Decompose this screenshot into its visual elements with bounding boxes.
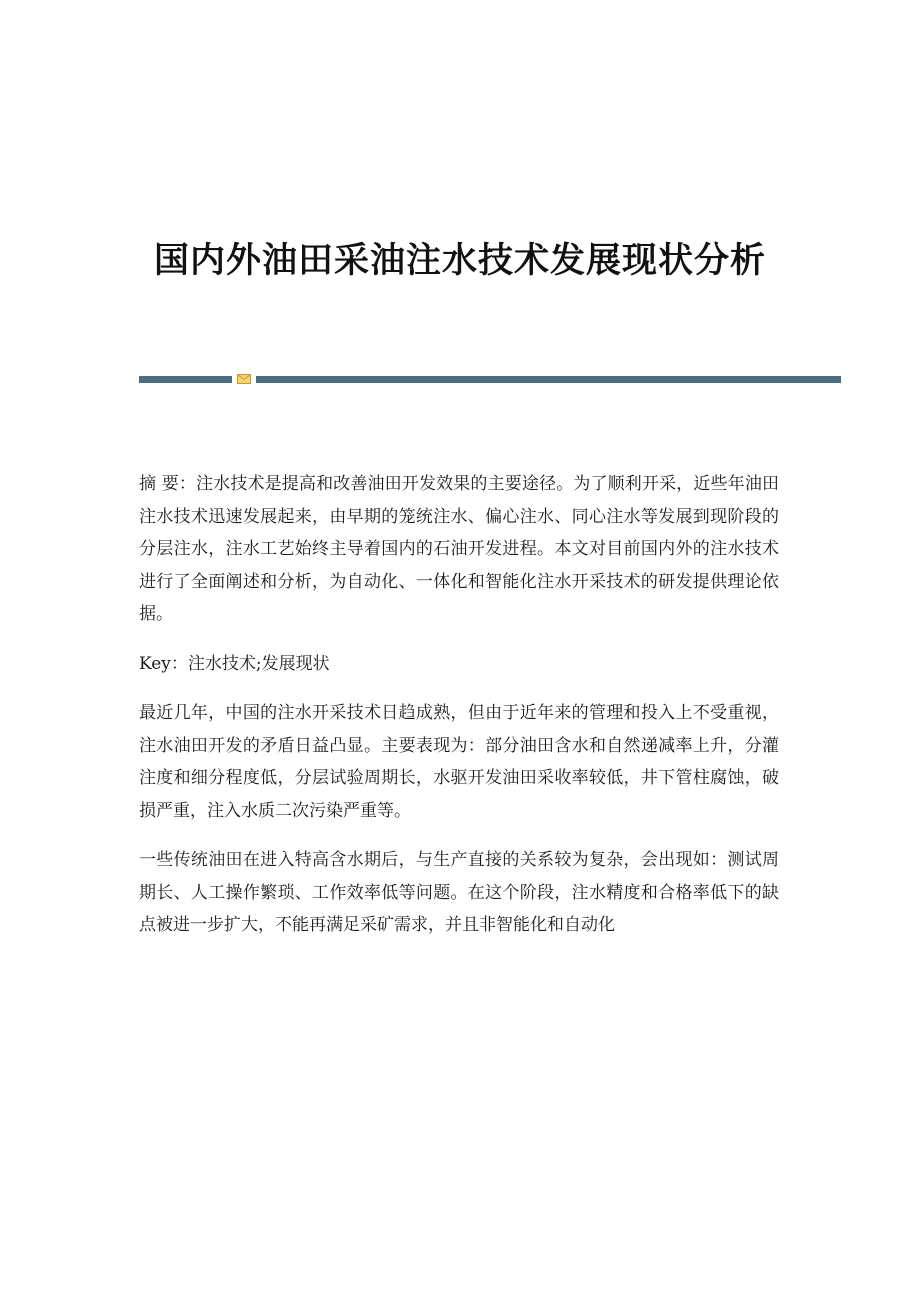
- body-paragraph-2: 一些传统油田在进入特高含水期后，与生产直接的关系较为复杂，会出现如：测试周期长、人工操作繁琐、工作效率低等问题。在这个阶段，注水精度和合格率低下的缺点被进一步扩大，不能再满足采矿需求，并且非智能化和自动化: [139, 850, 779, 935]
- divider-bar-left: [139, 376, 232, 383]
- abstract-text: 注水技术是提高和改善油田开发效果的主要途径。为了顺利开采，近些年油田注水技术迅速发展起来，由早期的笼统注水、偏心注水、同心注水等发展到现阶段的分层注水，注水工艺始终主导着国内的石油开发进程。本文对目前国内外的注水技术进行了全面阐述和分析，为自动化、一体化和智能化注水开采技术的研发提供理论依据。: [139, 474, 780, 624]
- document-body: [139, 468, 779, 959]
- abstract-paragraph: [139, 468, 779, 631]
- document-title: 国内外油田采油注水技术发展现状分析: [153, 240, 766, 282]
- title-divider: [139, 374, 841, 384]
- envelope-icon: [237, 374, 251, 384]
- abstract-label: 摘 要：: [139, 474, 197, 494]
- keywords-paragraph: [139, 648, 779, 681]
- keywords-text: 注水技术;发展现状: [187, 653, 330, 674]
- keywords-label: Key：: [139, 653, 188, 674]
- divider-bar-right: [256, 376, 841, 383]
- body-paragraph-1: 最近几年，中国的注水开采技术日趋成熟，但由于近年来的管理和投入上不受重视，注水油田开发的矛盾日益凸显。主要表现为：部分油田含水和自然递减率上升，分灌注度和细分程度低，分层试验周期长，水驱开发油田采收率较低，井下管柱腐蚀，破损严重，注入水质二次污染严重等。: [139, 703, 779, 821]
